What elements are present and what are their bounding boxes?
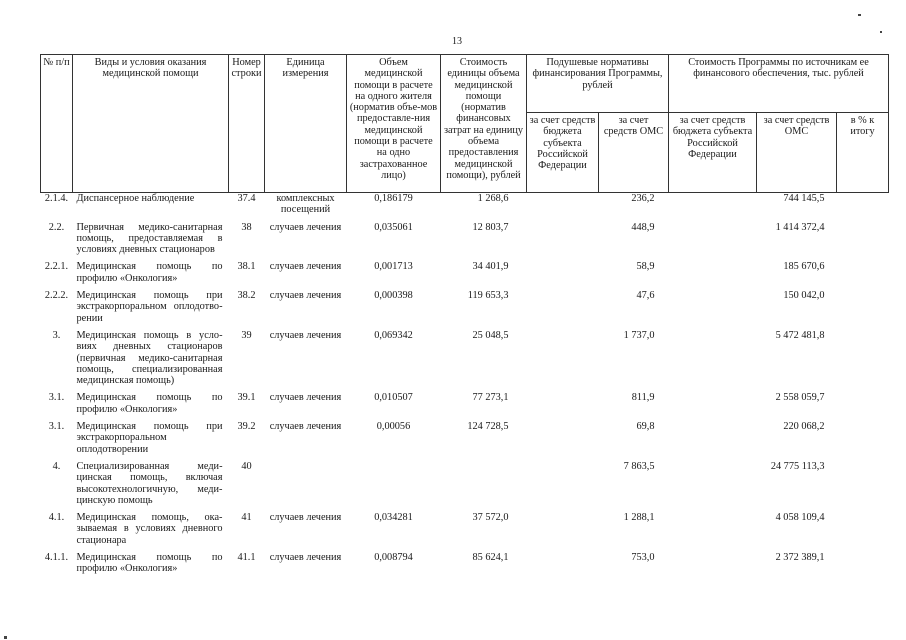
row-line: 38.2 bbox=[237, 290, 256, 302]
row-num: 4.1.1. bbox=[44, 552, 69, 564]
row-unit: случаев лечения bbox=[269, 552, 342, 564]
row-line: 38.1 bbox=[237, 261, 256, 273]
row-prog-pct bbox=[837, 460, 889, 506]
header-percap-budget: за счет средств бюджета субъекта Российской Федерации bbox=[527, 113, 599, 193]
row-percap-oms: 69,8 bbox=[636, 421, 655, 433]
row-prog-pct bbox=[837, 420, 889, 455]
row-unit: случаев лечения bbox=[269, 261, 342, 273]
scan-speck bbox=[858, 14, 861, 16]
row-name: Медицинская помощь, ока-зываемая в условиях дневного стационара bbox=[76, 512, 223, 546]
header-prog-pct: в % к итогу bbox=[837, 113, 889, 193]
row-cost: 85 624,1 bbox=[472, 552, 509, 564]
scan-speck bbox=[880, 31, 882, 33]
header-percap-oms: за счет средств ОМС bbox=[599, 113, 669, 193]
row-num: 4.1. bbox=[48, 512, 65, 524]
table-row bbox=[41, 391, 889, 415]
row-prog-pct bbox=[837, 391, 889, 415]
row-num: 3.1. bbox=[48, 392, 65, 404]
row-unit bbox=[265, 460, 347, 506]
row-unit: комплексных посещений bbox=[276, 193, 335, 216]
row-prog-pct bbox=[837, 193, 889, 216]
row-volume: 0,001713 bbox=[374, 261, 413, 273]
row-volume: 0,010507 bbox=[374, 392, 413, 404]
table-row bbox=[41, 511, 889, 546]
row-percap-oms: 1 737,0 bbox=[623, 329, 655, 341]
row-percap-oms: 753,0 bbox=[631, 552, 655, 564]
row-prog-pct bbox=[837, 511, 889, 546]
row-prog-oms: 2 558 059,7 bbox=[775, 392, 825, 404]
row-prog-pct bbox=[837, 221, 889, 256]
row-volume: 0,00056 bbox=[376, 421, 411, 433]
row-prog-pct bbox=[837, 329, 889, 386]
row-line: 41 bbox=[241, 512, 252, 524]
table-row bbox=[41, 193, 889, 216]
row-percap-oms: 58,9 bbox=[636, 261, 655, 273]
row-line: 39.1 bbox=[237, 392, 256, 404]
header-prog-budget: за счет средств бюджета субъекта Российской Федерации bbox=[669, 113, 757, 193]
row-name: Специализированная меди-цинская помощь, включая высокотехнологичную, меди-цинскую помощь bbox=[76, 460, 223, 506]
row-line: 39 bbox=[241, 329, 252, 341]
row-unit: случаев лечения bbox=[269, 421, 342, 433]
row-volume: 0,035061 bbox=[374, 221, 413, 233]
header-volume: Объем медицинской помощи в расчете на одного жителя (норматив объе-мов предоставле-ния медицинской помощи в расчете на одно застрахованное лицо) bbox=[347, 55, 441, 193]
row-prog-oms: 744 145,5 bbox=[783, 193, 825, 204]
header-name: Виды и условия оказания медицинской помощи bbox=[73, 55, 229, 193]
row-percap-oms: 47,6 bbox=[636, 290, 655, 302]
table-row bbox=[41, 260, 889, 284]
row-num: 2.2.2. bbox=[44, 290, 69, 302]
row-unit: случаев лечения bbox=[269, 512, 342, 524]
header-unit: Единица измерения bbox=[265, 55, 347, 193]
row-name: Медицинская помощь при экстракорпоральном оплодотво-рении bbox=[76, 290, 223, 324]
row-cost: 37 572,0 bbox=[472, 512, 509, 524]
table-row bbox=[41, 460, 889, 506]
row-percap-oms: 448,9 bbox=[631, 221, 655, 233]
header-num: № п/п bbox=[41, 55, 73, 193]
row-unit: случаев лечения bbox=[269, 221, 342, 233]
row-percap-oms: 1 288,1 bbox=[623, 512, 655, 524]
row-volume: 0,069342 bbox=[374, 329, 413, 341]
header-program: Стоимость Программы по источникам ее финансового обеспечения, тыс. рублей bbox=[669, 55, 889, 113]
row-volume: 0,008794 bbox=[374, 552, 413, 564]
row-prog-oms: 2 372 389,1 bbox=[775, 552, 825, 564]
row-cost: 77 273,1 bbox=[472, 392, 509, 404]
row-cost: 124 728,5 bbox=[467, 421, 509, 433]
scan-speck bbox=[4, 636, 7, 639]
row-line: 39.2 bbox=[237, 421, 256, 433]
row-name: Медицинская помощь по профилю «Онкология» bbox=[76, 261, 223, 284]
row-prog-pct bbox=[837, 289, 889, 324]
row-prog-pct bbox=[837, 260, 889, 284]
row-cost: 34 401,9 bbox=[472, 261, 509, 273]
row-line: 37.4 bbox=[237, 193, 256, 204]
row-line: 41.1 bbox=[237, 552, 256, 564]
header-cost: Стоимость единицы объема медицинской помощи (норматив финансовых затрат на единицу объема предоставления медицинской помощи), рублей bbox=[441, 55, 527, 193]
row-num: 2.1.4. bbox=[44, 193, 69, 204]
row-volume: 0,186179 bbox=[374, 193, 413, 204]
row-volume: 0,034281 bbox=[374, 512, 413, 524]
row-name: Медицинская помощь по профилю «Онкология» bbox=[76, 392, 223, 415]
row-prog-oms: 150 042,0 bbox=[783, 290, 825, 302]
row-unit: случаев лечения bbox=[269, 290, 342, 302]
row-prog-oms: 1 414 372,4 bbox=[775, 221, 825, 233]
table-row bbox=[41, 221, 889, 256]
program-cost-table bbox=[40, 54, 889, 575]
row-prog-pct bbox=[837, 551, 889, 575]
row-unit: случаев лечения bbox=[269, 392, 342, 404]
row-num: 4. bbox=[52, 460, 61, 472]
row-num: 2.2. bbox=[48, 221, 65, 233]
row-num: 3.1. bbox=[48, 421, 65, 433]
row-percap-oms: 236,2 bbox=[631, 193, 655, 204]
row-prog-oms: 185 670,6 bbox=[783, 261, 825, 273]
row-prog-oms: 5 472 481,8 bbox=[775, 329, 825, 341]
row-cost: 119 653,3 bbox=[467, 290, 509, 302]
row-prog-oms: 24 775 113,3 bbox=[770, 460, 825, 472]
header-line: Номер строки bbox=[229, 55, 265, 193]
row-line: 40 bbox=[241, 460, 252, 472]
table-row bbox=[41, 329, 889, 386]
row-cost: 25 048,5 bbox=[472, 329, 509, 341]
row-prog-oms: 4 058 109,4 bbox=[775, 512, 825, 524]
row-num: 3. bbox=[52, 329, 61, 341]
row-cost: 1 268,6 bbox=[477, 193, 509, 204]
row-num: 2.2.1. bbox=[44, 261, 69, 273]
row-name: Медицинская помощь по профилю «Онкология» bbox=[76, 552, 223, 575]
row-volume bbox=[347, 460, 441, 506]
header-prog-oms: за счет средств ОМС bbox=[757, 113, 837, 193]
row-line: 38 bbox=[241, 221, 252, 233]
row-cost bbox=[441, 460, 527, 506]
row-percap-oms: 7 863,5 bbox=[623, 460, 655, 472]
row-name: Медицинская помощь в усло-виях дневных стационаров (первичная медико-санитарная помощь, специализированная медицинская помощь) bbox=[76, 329, 223, 387]
row-volume: 0,000398 bbox=[374, 290, 413, 302]
row-name: Первичная медико-санитарная помощь, предоставляемая в условиях дневных стационаров bbox=[76, 221, 223, 256]
table-row bbox=[41, 289, 889, 324]
header-percap: Подушевые нормативы финансирования Программы, рублей bbox=[527, 55, 669, 113]
row-percap-oms: 811,9 bbox=[631, 392, 655, 404]
row-name: Диспансерное наблюдение bbox=[76, 193, 195, 204]
row-cost: 12 803,7 bbox=[472, 221, 509, 233]
table-row bbox=[41, 420, 889, 455]
page-number: 13 bbox=[452, 36, 462, 47]
table-row bbox=[41, 551, 889, 575]
row-name: Медицинская помощь при экстракорпоральном оплодотворении bbox=[76, 421, 223, 455]
row-unit: случаев лечения bbox=[269, 329, 342, 341]
row-prog-oms: 220 068,2 bbox=[783, 421, 825, 433]
